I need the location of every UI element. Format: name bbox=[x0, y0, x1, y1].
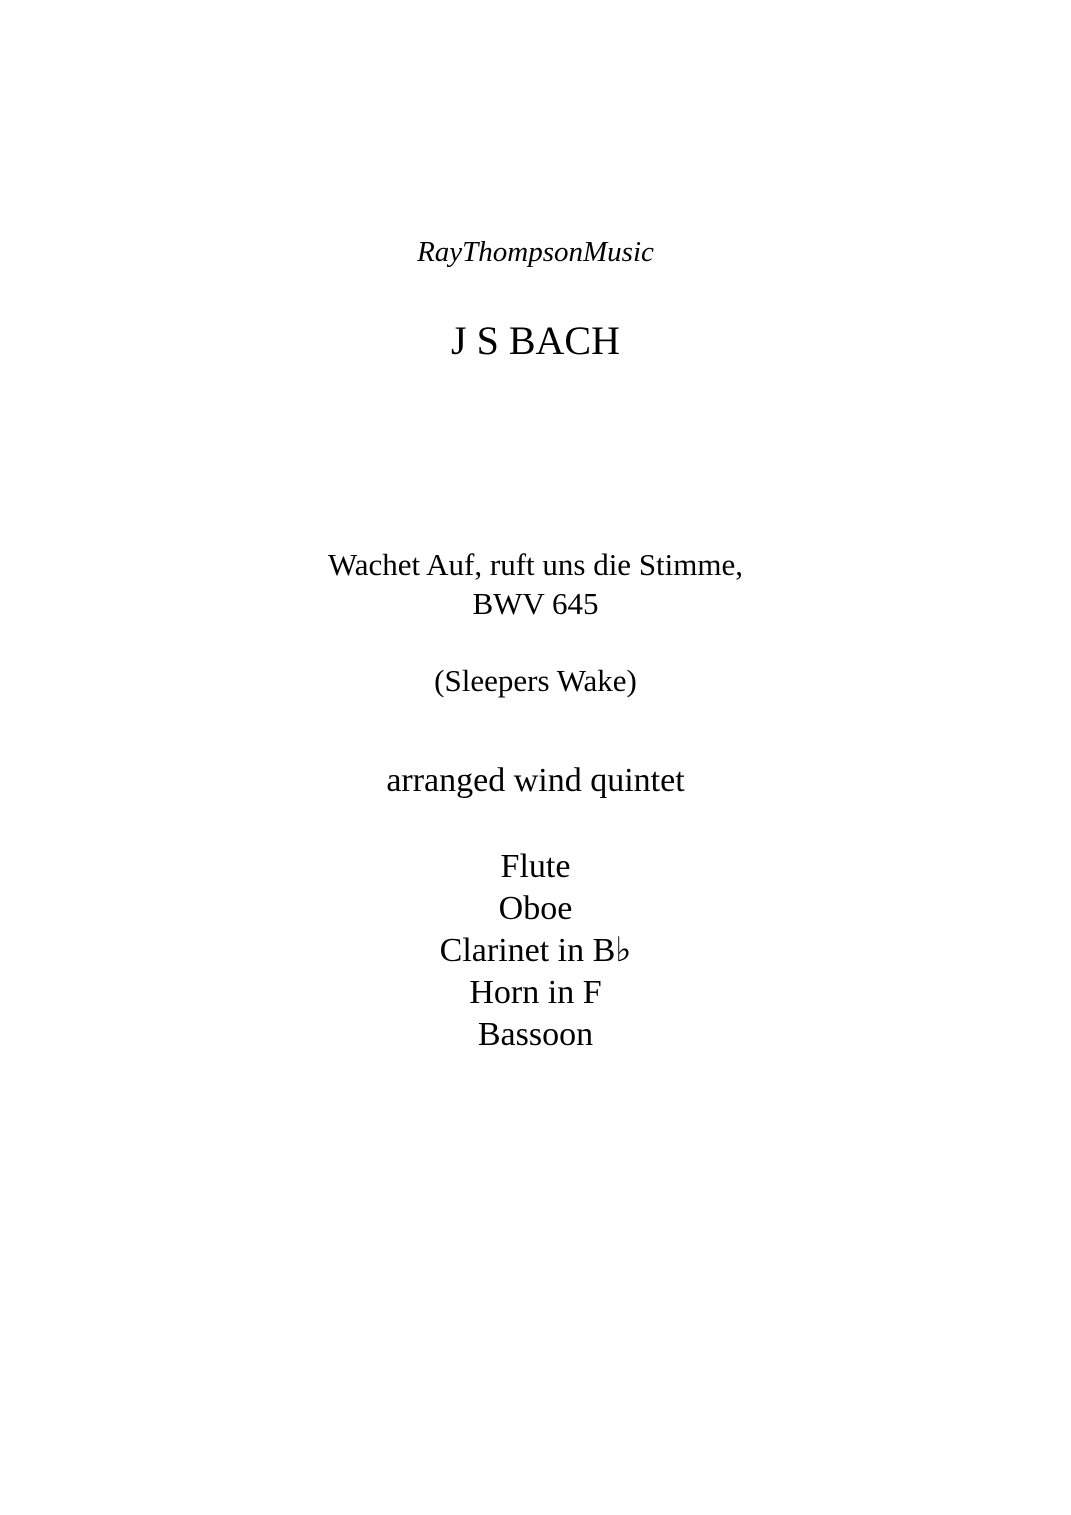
catalogue-number: BWV 645 bbox=[472, 586, 599, 621]
composer-name: J S BACH bbox=[451, 318, 620, 363]
instrument-list bbox=[0, 846, 1071, 1056]
instrument-item: Oboe bbox=[498, 890, 573, 927]
instrument-item: Bassoon bbox=[477, 1016, 594, 1053]
instrument-item: Horn in F bbox=[469, 974, 602, 1011]
work-title: Wachet Auf, ruft uns die Stimme, bbox=[327, 547, 744, 582]
publisher-name: RayThompsonMusic bbox=[417, 236, 654, 268]
instrument-item: Clarinet in B♭ bbox=[439, 932, 632, 969]
instrument-item: Flute bbox=[500, 848, 571, 885]
arrangement-label: arranged wind quintet bbox=[386, 762, 685, 799]
work-subtitle: (Sleepers Wake) bbox=[434, 663, 637, 698]
